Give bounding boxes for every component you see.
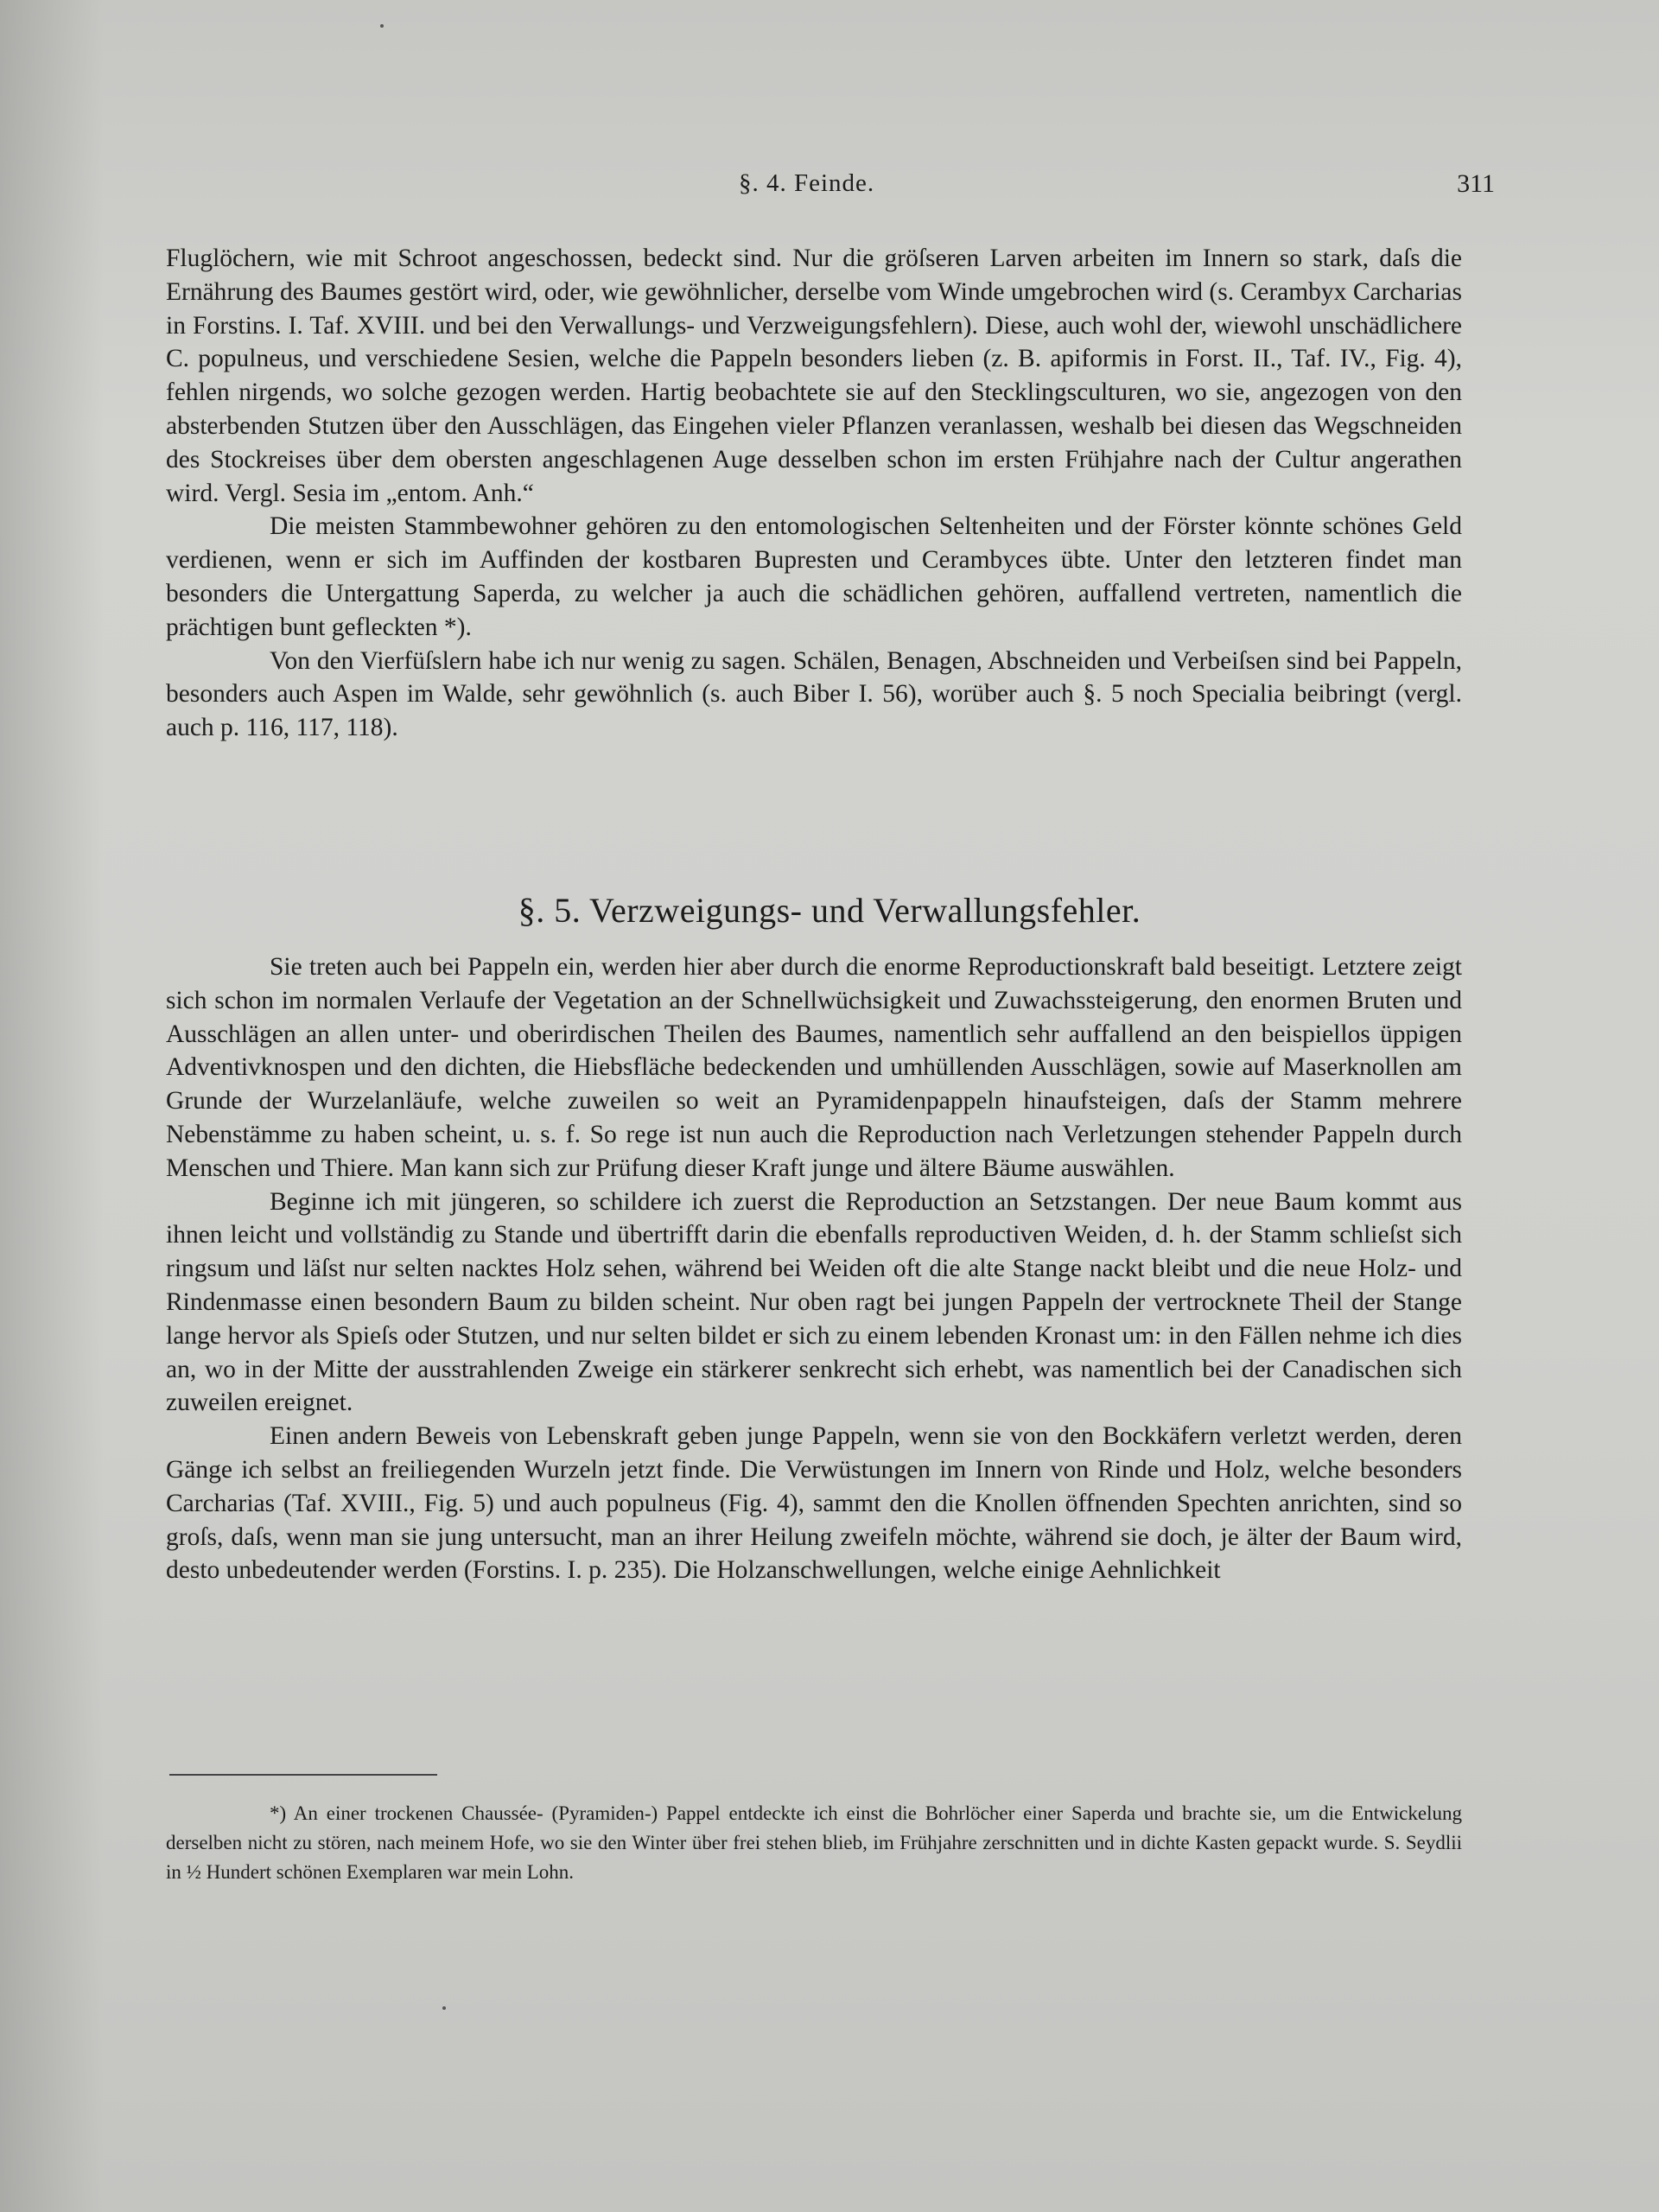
section-heading: §. 5. Verzweigungs- und Verwallungsfehler. xyxy=(518,891,1141,930)
paragraph: Sie treten auch bei Pappeln ein, werden hier aber durch die enorme Reproductionskraft bald beseitigt. Letztere zeigt sich schon im normalen Verlaufe der Vegetation an der Schnellwüchsigkeit und Zuwachssteigerung, den enormen Bruten und Ausschlägen an allen unter- und oberirdischen Theilen des Baumes, namentlich sehr auffallend an den beispiellos üppigen Adventivknospen und den dichten, die Hiebsfläche bedeckenden und umhüllenden Ausschlägen, sowie auf Maserknollen am Grunde der Wurzelanläufe, welche zuweilen so weit an Pyramidenpappeln hinaufsteigen, daſs der Stamm mehrere Nebenstämme zu haben scheint, u. s. f. So rege ist nun auch die Reproduction nach Verletzungen stehender Pappeln durch Menschen und Thiere. Man kann sich zur Prüfung dieser Kraft junge und ältere Bäume auswählen. xyxy=(166,953,1462,1182)
paragraph: Beginne ich mit jüngeren, so schildere ich zuerst die Reproduction an Setzstangen. Der neue Baum kommt aus ihnen leicht und vollständig zu Stande und übertrifft darin die ebenfalls reproductiven Weiden, d. h. der Stamm schlieſst sich ringsum und läſst nur selten nacktes Holz sehen, während bei Weiden oft die alte Stange nackt bleibt und die neue Holz- und Rindenmasse einen besondern Baum zu bilden scheint. Nur oben ragt bei jungen Pappeln der vertrocknete Theil der Stange lange hervor als Spieſs oder Stutzen, und nur selten bildet er sich zu einem lebenden Kronast um: in den Fällen nehme ich dies an, wo in der Mitte der ausstrahlenden Zweige ein stärkerer senkrecht sich erhebt, was namentlich bei der Canadischen sich zuweilen ereignet. xyxy=(166,1187,1462,1417)
running-head-title: §. 4. Feinde. xyxy=(739,169,875,197)
page-number: 311 xyxy=(1457,169,1495,198)
text-block-top xyxy=(166,242,1462,745)
paragraph: Fluglöchern, wie mit Schroot angeschossen, bedeckt sind. Nur die gröſseren Larven arbeiten im Innern so stark, daſs die Ernährung des Baumes gestört wird, oder, wie gewöhnlicher, derselbe vom Winde umgebrochen wird (s. Cerambyx Carcharias in Forstins. I. Taf. XVIII. und bei den Verwallungs- und Verzweigungsfehlern). Diese, auch wohl der, wiewohl unschädlichere C. populneus, und verschiedene Sesien, welche die Pappeln besonders lieben (z. B. apiformis in Forst. II., Taf. IV., Fig. 4), fehlen nirgends, wo solche gezogen werden. Hartig beobachtete sie auf den Stecklingsculturen, wo sie, angezogen von den absterbenden Stutzen über den Ausschlägen, das Eingehen vieler Pflanzen veranlassen, weshalb bei diesen das Wegschneiden des Stockreises über dem obersten angeschlagenen Auge desselben schon im ersten Frühjahre nach der Cultur angerathen wird. Vergl. Sesia im „entom. Anh.“ xyxy=(166,245,1462,507)
footnote-rule xyxy=(169,1774,437,1776)
paragraph: Von den Vierfüſslern habe ich nur wenig zu sagen. Schälen, Benagen, Abschneiden und Verbeiſsen sind bei Pappeln, besonders auch Aspen im Walde, sehr gewöhnlich (s. auch Biber I. 56), worüber auch §. 5 noch Specialia beibringt (vergl. auch p. 116, 117, 118). xyxy=(166,646,1462,742)
paper-speck xyxy=(380,24,384,28)
footnote xyxy=(166,1799,1462,1887)
paper-speck xyxy=(442,2006,446,2010)
paragraph: Die meisten Stammbewohner gehören zu den entomologischen Seltenheiten und der Förster könnte schönes Geld verdienen, wenn er sich im Auffinden der kostbaren Bupresten und Cerambyces übte. Unter den letzteren findet man besonders die Untergattung Saperda, zu welcher ja auch die schädlichen gehören, auffallend vertreten, namentlich die prächtigen bunt gefleckten *). xyxy=(166,512,1462,641)
paragraph: Einen andern Beweis von Lebenskraft geben junge Pappeln, wenn sie von den Bockkäfern verletzt werden, deren Gänge ich selbst an freiliegenden Wurzeln jetzt finde. Die Verwüstungen im Innern von Rinde und Holz, welche besonders Carcharias (Taf. XVIII., Fig. 5) und auch populneus (Fig. 4), sammt den die Knollen öffnenden Spechten anrichten, sind so groſs, daſs, wenn man sie jung untersucht, man an ihrer Heilung zweifeln möchte, während sie doch, je älter der Baum wird, desto unbedeutender werden (Forstins. I. p. 235). Die Holzanschwellungen, welche einige Aehnlichkeit xyxy=(166,1422,1462,1585)
text-block-bottom xyxy=(166,950,1462,1587)
page-edge-shadow xyxy=(0,0,104,2212)
footnote-text: *) An einer trockenen Chaussée- (Pyramiden-) Pappel entdeckte ich einst die Bohrlöcher einer Saperda und brachte sie, um die Entwickelung derselben nicht zu stören, nach meinem Hofe, wo sie den Winter über frei stehen blieb, im Frühjahre zerschnitten und in dichte Kasten gepackt wurde. S. Seydlii in ½ Hundert schönen Exemplaren war mein Lohn. xyxy=(166,1802,1462,1883)
running-head xyxy=(0,169,1659,213)
